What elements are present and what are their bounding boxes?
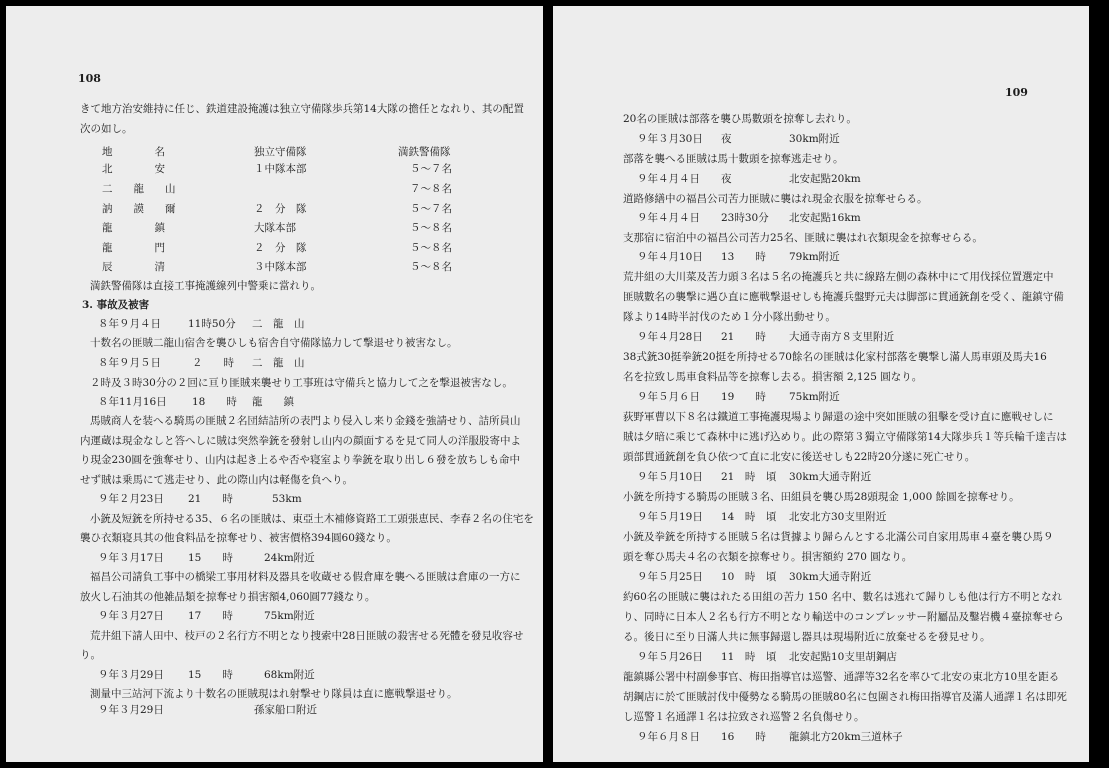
text-line: 道路修繕中の福昌公司苦力匪賊に襲はれ現金衣服を掠奪せらる。 <box>623 193 928 205</box>
text-line: ５～８名 <box>410 242 452 254</box>
text-line: 龍 鎮 <box>102 222 165 234</box>
text-line: 独立守備隊 <box>254 146 307 158</box>
text-line: 北安起點16km <box>789 212 861 224</box>
text-line: ９年３月27日 <box>98 610 164 622</box>
text-line: 16 時 <box>721 731 766 743</box>
text-line: ５～８名 <box>410 261 452 273</box>
text-line: 北安起點10支里胡鋼店 <box>789 651 897 663</box>
text-line: 満鉄警備隊 <box>398 146 451 158</box>
text-line: 匪賊數名の襲撃に遇ひ直に應戦撃退せしも掩護兵盤野元夫は脚部に貫通銃創を受く、龍鎮守備 <box>623 291 1064 303</box>
text-line: ３中隊本部 <box>254 261 307 273</box>
text-line: 小銃を所持する騎馬の匪賊３名、田組員を襲ひ馬28頭現金 1,000 餘圓を掠奪せり。 <box>623 491 1020 503</box>
text-line: 二 龍 山 <box>252 318 305 330</box>
text-line: せず賊は乗馬にて逃走せり、此の際山内は軽傷を負へり。 <box>80 474 353 486</box>
text-line: 68km附近 <box>264 669 315 681</box>
text-line: り、同時に日本人２名も行方不明となり輸送中のコンプレッサー附屬品及鑿岩機４臺掠奪せら <box>623 611 1064 623</box>
text-line: 15 時 <box>188 669 233 681</box>
text-line: 内運蔵は現金なしと答へしに賊は突然拳銃を發射し山内の顔面するを見て同人の洋服股寄中よ <box>80 435 521 447</box>
text-line: 11 時 頃 <box>721 651 777 663</box>
text-line: 測量中三站河下流より十数名の匪賊現はれ射撃せり隊員は直に應戦撃退せり。 <box>90 688 458 700</box>
text-line: 二 龍 山 <box>102 183 176 195</box>
text-line: ７～８名 <box>410 183 452 195</box>
text-line: 隊より14時半討伐のため１分小隊出動せり。 <box>623 311 836 323</box>
text-line: 75km附近 <box>264 610 315 622</box>
text-line: り現金230圓を強奪せり、山内は起き上るや否や寝室より拳銃を取り出し６發を放ちしも命中 <box>80 454 521 466</box>
text-line: 10 時 頃 <box>721 571 777 583</box>
text-line: ９年５月19日 <box>637 511 703 523</box>
text-line: 13 時 <box>721 251 766 263</box>
text-line: 孫家船口附近 <box>254 704 317 716</box>
text-line: 頭を奪ひ馬夫４名の衣類を掠奪せり。損害額約 270 圓なり。 <box>623 551 913 563</box>
text-line: 支那宿に宿泊中の福昌公司苦力25名、匪賊に襲はれ衣類現金を掠奪せらる。 <box>623 232 983 244</box>
text-line: 荒井組の大川菜及苦力頭３名は５名の掩護兵と共に線路左側の森林中にて用伐採位置選定中 <box>623 271 1054 283</box>
text-line: 大隊本部 <box>254 222 296 234</box>
text-line: 龍 鎮 <box>252 396 294 408</box>
text-line: ５～８名 <box>410 222 452 234</box>
text-line: ２ 分 隊 <box>254 242 307 254</box>
text-line: １中隊本部 <box>254 163 307 175</box>
text-line: 龍鎮北方20km三道林子 <box>789 731 903 743</box>
left-page <box>6 6 543 762</box>
text-line: 名を拉致し馬車食料品等を掠奪し去る。損害額 2,125 圓なり。 <box>623 371 923 383</box>
text-line: 30km大通寺附近 <box>789 571 872 583</box>
text-line: 頭部貫通銃創を負ひ依つて直に北安に後送せしも22時20分遂に死亡せり。 <box>623 451 976 463</box>
text-line: 17 時 <box>188 610 233 622</box>
text-line: 21 時 <box>188 493 233 505</box>
text-line: 十数名の匪賊二龍山宿舎を襲ひしも宿舎自守備隊協力して撃退せり被害なし。 <box>90 337 458 349</box>
text-line: ９年６月８日 <box>637 731 700 743</box>
text-line: 小銃及短銃を所持せる35、６名の匪賊は、東亞土木補修資路工工頭張恵民、李春２名の住宅を <box>90 513 534 525</box>
text-line: 北安起點20km <box>789 173 861 185</box>
text-line: 21 時 頃 <box>721 471 777 483</box>
text-line: 部落を襲へる匪賊は馬十數頭を掠奪逃走せり。 <box>623 153 844 165</box>
text-line: 荻野軍曹以下８名は鐵道工事掩護現場より歸還の途中突如匪賊の狙擊を受け直に應戦せしに <box>623 411 1054 423</box>
text-line: 放火し石油其の他雑品類を掠奪せり損害額4,060圓77錢なり。 <box>80 591 376 603</box>
text-line: 18 時 <box>192 396 237 408</box>
text-line: ８年11月16日 <box>98 396 167 408</box>
text-line: 79km附近 <box>789 251 840 263</box>
text-line: ９年５月25日 <box>637 571 703 583</box>
text-line: 賊は夕暗に乘じて森林中に逃げ込めり。此の際第３獨立守備隊第14大隊歩兵１等兵輪千達吉は <box>623 431 1067 443</box>
text-line: ９年５月10日 <box>637 471 703 483</box>
text-line: ９年３月29日 <box>98 704 164 716</box>
text-line: ５～７名 <box>410 163 452 175</box>
text-line: ９年５月26日 <box>637 651 703 663</box>
text-line: 大通寺南方８支里附近 <box>789 331 894 343</box>
text-line: 夜 <box>721 173 732 185</box>
right-page <box>553 6 1089 762</box>
text-line: きて地方治安維持に任じ、鉄道建設掩護は独立守備隊歩兵第14大隊の擔任となれり、其の配置 <box>80 103 524 115</box>
text-line: 地 名 <box>102 146 165 158</box>
text-line: ９年２月23日 <box>98 493 164 505</box>
text-line: 20名の匪賊は部落を襲ひ馬數頭を掠奪し去れり。 <box>623 113 857 125</box>
text-line: ９年４月10日 <box>637 251 703 263</box>
text-line: 38式銃30挺拳銃20挺を所持せる70餘名の匪賊は化家村部落を襲撃し滿人馬車頭及馬夫16 <box>623 351 1047 363</box>
page-number: 108 <box>78 72 101 85</box>
text-line: 21 時 <box>721 331 766 343</box>
text-line: ２ 時 <box>192 357 234 369</box>
text-line: 11時50分 <box>188 318 236 330</box>
text-line: 龍鎮縣公署中村副參事官、梅田指導官は巡警、通譯等32名を率ひて北安の東北方10里を距る <box>623 671 1060 683</box>
text-line: 30km大通寺附近 <box>789 471 872 483</box>
text-line: り。 <box>80 649 101 661</box>
text-line: 15 時 <box>188 552 233 564</box>
text-line: ９年４月４日 <box>637 212 700 224</box>
text-line: ８年９月４日 <box>98 318 161 330</box>
text-line: 襲ひ衣類寝具其の他食料品を掠奪せり、被害價格394圓60錢なり。 <box>80 532 397 544</box>
text-line: 約60名の匪賊に襲はれたる田組の苦力 150 名中、數名は逃れて歸りしも他は行方不明となれ <box>623 591 1063 603</box>
text-line: 北安北方30支里附近 <box>789 511 887 523</box>
text-line: 訥 謨 爾 <box>102 203 176 215</box>
text-line: ８年９月５日 <box>98 357 161 369</box>
text-line: 小銃及拳銃を所持する匪賊５名は貨據より歸らんとする北滿公司自家用馬車４臺を襲ひ馬９ <box>623 531 1054 543</box>
text-line: ５～７名 <box>410 203 452 215</box>
text-line: 14 時 頃 <box>721 511 777 523</box>
text-line: ９年３月17日 <box>98 552 164 564</box>
text-line: ２ 分 隊 <box>254 203 307 215</box>
text-line: ９年４月28日 <box>637 331 703 343</box>
text-line: る。後日に至り日滿人共に無事歸還し器具は現場附近に放棄せるを發見せり。 <box>623 631 991 643</box>
text-line: ９年５月６日 <box>637 391 700 403</box>
text-line: 3. 事故及被害 <box>82 299 150 311</box>
text-line: し巡警１名通譯１名は拉致され巡警２名負傷せり。 <box>623 711 865 723</box>
text-line: 荒井組下請人田中、枝戸の２名行方不明となり捜索中28日匪賊の殺害せる死體を發見收容せ <box>90 630 524 642</box>
text-line: 馬賊商人を装へる騎馬の匪賊２名団結詰所の表門より侵入し来り金錢を強請せり、詰所員山 <box>90 415 521 427</box>
text-line: 満鉄警備隊は直接工事掩護線列中警乗に當れり。 <box>90 280 321 292</box>
text-line: 30km附近 <box>789 133 840 145</box>
text-line: 胡鋼店に於て匪賊討伐中優勢なる騎馬の匪賊80名に包圍され梅田指導官及滿人通譯１名は即死 <box>623 691 1067 703</box>
text-line: 龍 門 <box>102 242 165 254</box>
text-line: 次の如し。 <box>80 123 133 135</box>
text-line: 二 龍 山 <box>252 357 305 369</box>
text-line: ９年３月29日 <box>98 669 164 681</box>
page-number: 109 <box>1005 86 1028 99</box>
text-line: 福昌公司請負工事中の橋梁工事用材料及器具を收蔵せる假倉庫を襲へる匪賊は倉庫の一方に <box>90 571 521 583</box>
text-line: 75km附近 <box>789 391 840 403</box>
text-line: 辰 清 <box>102 261 165 273</box>
text-line: 53km <box>272 493 302 505</box>
text-line: 19 時 <box>721 391 766 403</box>
text-line: 23時30分 <box>721 212 769 224</box>
text-line: ９年３月30日 <box>637 133 703 145</box>
text-line: 北 安 <box>102 163 165 175</box>
text-line: ２時及３時30分の２回に亘り匪賊来襲せり工事班は守備兵と協力して之を撃退被害なし。 <box>90 377 513 389</box>
text-line: 夜 <box>721 133 732 145</box>
text-line: 24km附近 <box>264 552 315 564</box>
text-line: ９年４月４日 <box>637 173 700 185</box>
